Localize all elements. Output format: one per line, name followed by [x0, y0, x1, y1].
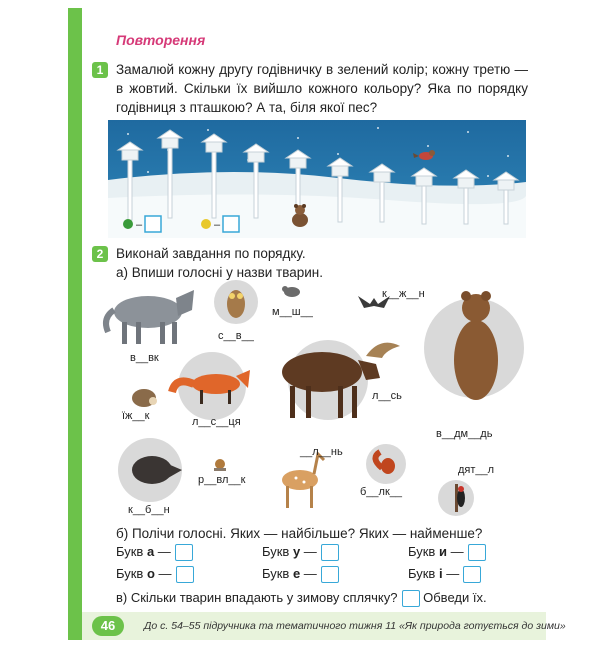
feeders-illustration [108, 120, 526, 238]
count-o-suffix: — [154, 566, 172, 581]
legend-dash-yellow: – [214, 219, 221, 231]
task2-part-b: б) Полічи голосні. Яких — найбільше? Яких — найменше? [116, 526, 483, 541]
yellow-count-box[interactable] [223, 216, 239, 232]
count-u-box[interactable] [321, 544, 339, 561]
count-y-row [408, 544, 486, 561]
label-fox: л__с__ця [192, 416, 241, 428]
mouse-icon [282, 286, 300, 297]
task2-number: 2 [92, 246, 108, 262]
legend-dash-green: – [136, 219, 143, 231]
count-i-suffix: — [442, 566, 460, 581]
task2-intro: Виконай завдання по порядку. [116, 246, 306, 261]
count-a-row [116, 544, 193, 561]
count-o-letter: о [146, 566, 155, 581]
hibernation-count-box[interactable] [402, 590, 420, 607]
winter-scene [108, 120, 526, 238]
label-deer: __л__нь [300, 446, 343, 458]
page-number: 46 [92, 616, 124, 636]
count-i-row [408, 566, 481, 583]
footer-text: До с. 54–55 підручника та тематичного тижня 11 «Як природа готується до зими» [144, 620, 566, 632]
count-u-letter: у [292, 544, 301, 559]
count-a-box[interactable] [175, 544, 193, 561]
count-u-suffix: — [300, 544, 317, 559]
label-boar: к__б__н [128, 504, 170, 516]
count-a-letter: а [146, 544, 155, 559]
count-y-prefix: Букв [408, 544, 439, 559]
count-u-row [262, 544, 339, 561]
count-o-row [116, 566, 194, 583]
yellow-dot-icon [201, 219, 211, 229]
label-snail: р__вл__к [198, 474, 246, 486]
label-mouse: м__ш__ [272, 306, 313, 318]
green-dot-icon [123, 219, 133, 229]
label-hedgehog: їж__к [122, 410, 150, 422]
count-y-letter: и [438, 544, 447, 559]
owl-icon [227, 290, 245, 318]
wolf-icon [106, 290, 194, 344]
label-bear: в__дм__дь [436, 428, 493, 440]
deer-icon [282, 454, 324, 508]
task2-part-c [116, 590, 487, 607]
label-bat: к__ж__н [382, 288, 425, 300]
label-woodpecker: дят__л [458, 464, 495, 476]
label-wolf: в__вк [130, 352, 159, 364]
count-i-letter: і [438, 566, 443, 581]
task2-part-a: а) Впиши голосні у назви тварин. [116, 265, 323, 280]
label-squirrel: б__лк__ [360, 486, 403, 498]
hedgehog-icon [132, 389, 157, 407]
count-a-prefix: Букв [116, 544, 147, 559]
animals-illustration [100, 280, 540, 520]
count-e-box[interactable] [321, 566, 339, 583]
part-c-question: в) Скільки тварин впадають у зимову сплячку? [116, 590, 398, 605]
count-e-letter: е [292, 566, 301, 581]
count-o-prefix: Букв [116, 566, 147, 581]
page-margin-bar [68, 8, 82, 640]
part-c-instruction: Обведи їх. [423, 590, 487, 605]
count-o-box[interactable] [176, 566, 194, 583]
section-title: Повторення [116, 32, 206, 48]
count-e-prefix: Букв [262, 566, 293, 581]
task1-number: 1 [92, 62, 108, 78]
label-owl: с__в__ [218, 330, 254, 342]
count-y-box[interactable] [468, 544, 486, 561]
count-e-suffix: — [300, 566, 317, 581]
green-count-box[interactable] [145, 216, 161, 232]
count-e-row [262, 566, 339, 583]
count-i-prefix: Букв [408, 566, 439, 581]
task1-text: Замалюй кожну другу годівничку в зелений колір; кожну третю — в жовтий. Скільки їх вийшло кожного кольору? Яка по порядку годівниця з пташкою? А та, біля якої пес? [116, 62, 528, 115]
count-i-box[interactable] [463, 566, 481, 583]
count-a-suffix: — [154, 544, 171, 559]
snail-icon [214, 459, 226, 471]
label-moose: л__сь [372, 390, 402, 402]
count-u-prefix: Букв [262, 544, 293, 559]
count-y-suffix: — [446, 544, 464, 559]
